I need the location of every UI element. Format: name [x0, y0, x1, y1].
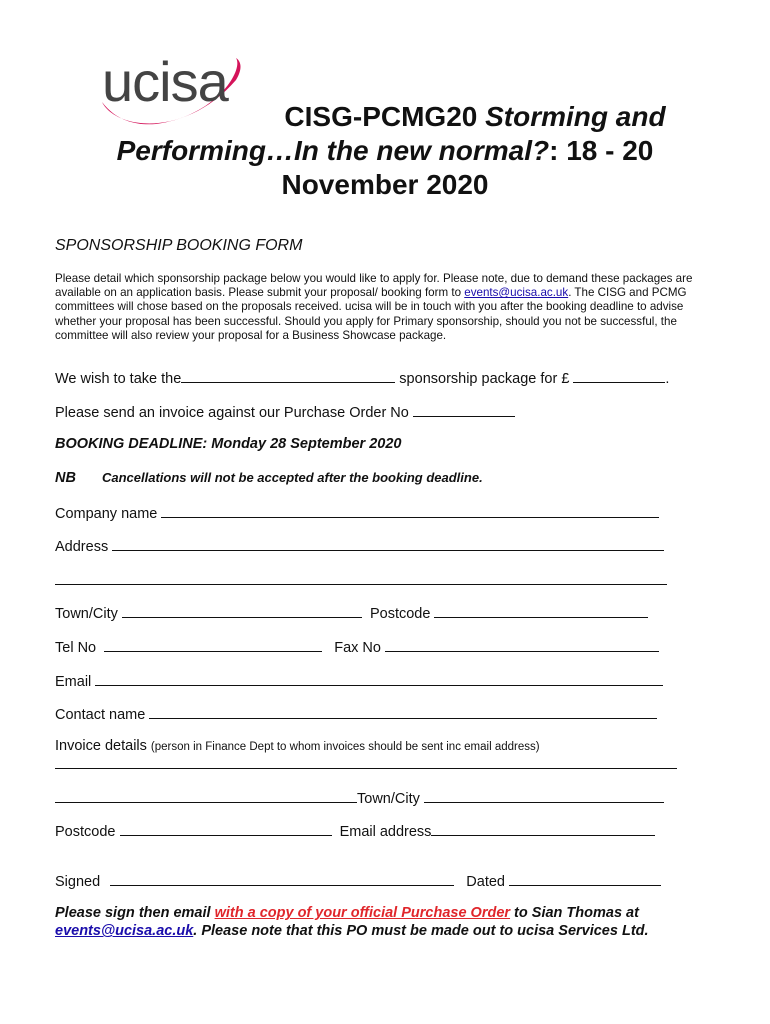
- footer-text-1: Please sign then email: [55, 905, 215, 921]
- package-label-a: We wish to take the: [55, 371, 182, 387]
- footer-instructions: [55, 904, 725, 940]
- invoice-postcode-label: Postcode: [55, 824, 116, 840]
- town-postcode-row: [55, 603, 648, 622]
- address-field-2[interactable]: [55, 570, 667, 585]
- po-line: [55, 402, 515, 421]
- company-name-field[interactable]: [161, 503, 659, 518]
- invoice-details-note: (person in Finance Dept to whom invoices should be sent inc email address): [150, 741, 540, 753]
- title-line3: November 2020: [281, 169, 489, 200]
- footer-email-link[interactable]: events@ucisa.ac.uk: [55, 923, 194, 939]
- invoice-details-row: [55, 738, 540, 754]
- po-label: Please send an invoice against our Purchase Order No: [55, 405, 413, 421]
- intro-text-1: Please detail which sponsorship package below you would like to apply for. Please note, due to demand these packages are available on an application basis. Please submit your proposal/ booking form to: [55, 272, 693, 300]
- document-title: [60, 100, 710, 202]
- invoice-email-label: Email address: [339, 824, 432, 840]
- invoice-email-field[interactable]: [431, 821, 655, 836]
- package-line-end: .: [665, 371, 670, 387]
- postcode-label: Postcode: [369, 606, 431, 622]
- town-city-field[interactable]: [122, 603, 362, 618]
- email-row: [55, 671, 663, 690]
- nb-label: NB: [55, 470, 76, 486]
- footer-text-2: to Sian Thomas at: [510, 905, 639, 921]
- signed-label: Signed: [55, 874, 101, 890]
- booking-deadline: BOOKING DEADLINE: Monday 28 September 2020: [55, 436, 402, 452]
- intro-paragraph: [55, 272, 720, 343]
- invoice-town-row: [55, 788, 664, 807]
- intro-email-link[interactable]: events@ucisa.ac.uk: [464, 286, 569, 300]
- title-line2-italic: Performing…In the new normal?: [116, 135, 550, 166]
- tel-no-label: Tel No: [55, 640, 97, 656]
- nb-line: [55, 470, 483, 486]
- tel-fax-row: [55, 637, 659, 656]
- tel-no-field[interactable]: [104, 637, 322, 652]
- form-subheading: SPONSORSHIP BOOKING FORM: [55, 237, 303, 254]
- company-name-label: Company name: [55, 506, 158, 522]
- footer-po-highlight: with a copy of your official Purchase Order: [214, 905, 511, 921]
- address-field[interactable]: [112, 536, 664, 551]
- signed-dated-row: [55, 871, 661, 890]
- date-field[interactable]: [509, 871, 661, 886]
- logo-text: ucisa: [102, 50, 228, 113]
- address-row: [55, 536, 664, 555]
- po-number-field[interactable]: [413, 402, 515, 417]
- invoice-details-field[interactable]: [55, 754, 677, 769]
- email-field[interactable]: [95, 671, 663, 686]
- invoice-postcode-row: [55, 821, 655, 840]
- invoice-postcode-field[interactable]: [120, 821, 332, 836]
- invoice-town-city-field[interactable]: [424, 788, 664, 803]
- invoice-details-line: [55, 754, 677, 773]
- title-line1-plain: CISG-PCMG20: [284, 101, 486, 132]
- package-name-field[interactable]: [181, 368, 395, 383]
- title-line2-plain: : 18 - 20: [549, 135, 654, 166]
- address-label: Address: [55, 539, 109, 555]
- contact-name-field[interactable]: [149, 704, 657, 719]
- email-label: Email: [55, 674, 92, 690]
- town-city-label: Town/City: [55, 606, 118, 622]
- company-name-row: [55, 503, 659, 522]
- fax-no-field[interactable]: [385, 637, 659, 652]
- fax-no-label: Fax No: [334, 640, 381, 656]
- contact-name-row: [55, 704, 657, 723]
- postcode-field[interactable]: [434, 603, 648, 618]
- package-amount-field[interactable]: [573, 368, 665, 383]
- package-label-b: sponsorship package for £: [395, 371, 574, 387]
- contact-name-label: Contact name: [55, 707, 146, 723]
- address-row-2: [55, 570, 667, 589]
- title-line1-italic: Storming and: [485, 101, 666, 132]
- nb-text: Cancellations will not be accepted after the booking deadline.: [102, 470, 483, 485]
- package-line: [55, 368, 669, 387]
- invoice-details-label: Invoice details: [55, 738, 147, 754]
- invoice-town-city-label: Town/City: [357, 791, 420, 807]
- signature-field[interactable]: [110, 871, 454, 886]
- invoice-address-field[interactable]: [55, 788, 357, 803]
- footer-text-3: . Please note that this PO must be made out to ucisa Services Ltd.: [193, 923, 649, 939]
- intro-text-2: . The CISG and PCMG committees will chose based on the proposals received. ucisa will be in touch with you after the booking deadline to advise whether your proposal has been successful. Should you apply for Primary sponsorship, should you not be successful, the committee will also review your proposal for a Business Showcase package.: [55, 286, 687, 342]
- dated-label: Dated: [466, 874, 505, 890]
